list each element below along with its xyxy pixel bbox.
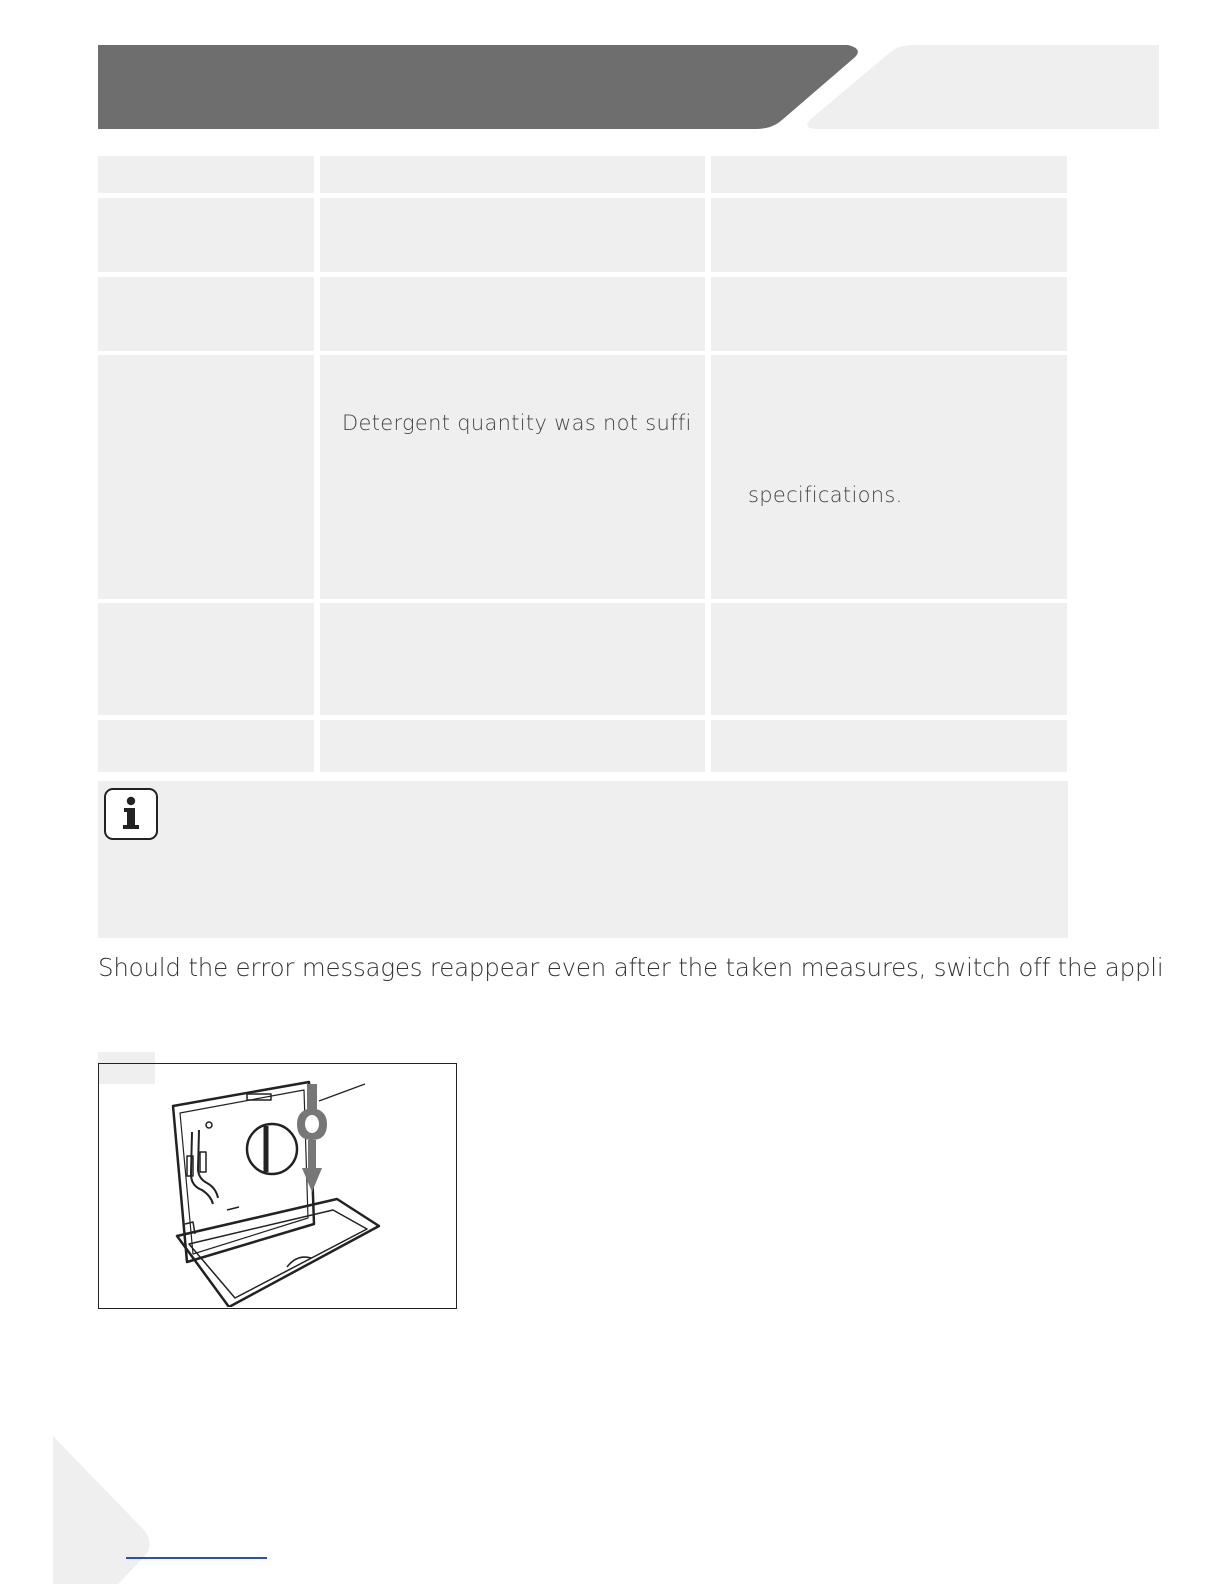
error-reappear-paragraph: Should the error messages reappear even after the taken measures, switch off the appli (98, 953, 1164, 982)
table-cell (320, 198, 705, 272)
table-cell (98, 720, 314, 772)
cause-text: Detergent quantity was not suffi (342, 411, 692, 435)
dispenser-figure (98, 1063, 457, 1309)
table-cell (320, 355, 705, 599)
table-header-cell (98, 156, 314, 193)
header-banner (0, 0, 1224, 140)
table-cell (711, 603, 1067, 715)
table-cell (711, 198, 1067, 272)
table-cell (711, 720, 1067, 772)
table-cell (711, 355, 1067, 599)
footer-link-underline[interactable] (126, 1557, 267, 1559)
table-cell (320, 603, 705, 715)
table-cell (98, 277, 314, 351)
table-header-cell (711, 156, 1067, 193)
header-tab (807, 45, 1159, 129)
info-icon (104, 788, 158, 840)
table-cell (98, 198, 314, 272)
table-cell (320, 720, 705, 772)
note-box (98, 781, 1068, 938)
table-cell (98, 603, 314, 715)
table-cell (98, 355, 314, 599)
header-bar (98, 45, 858, 129)
table-cell (320, 277, 705, 351)
detergent-dispenser-lid-diagram (99, 1064, 455, 1307)
solution-text: specifications. (748, 483, 903, 507)
table-header-cell (320, 156, 705, 193)
footer-corner-decoration (0, 1420, 200, 1584)
table-cell (711, 277, 1067, 351)
